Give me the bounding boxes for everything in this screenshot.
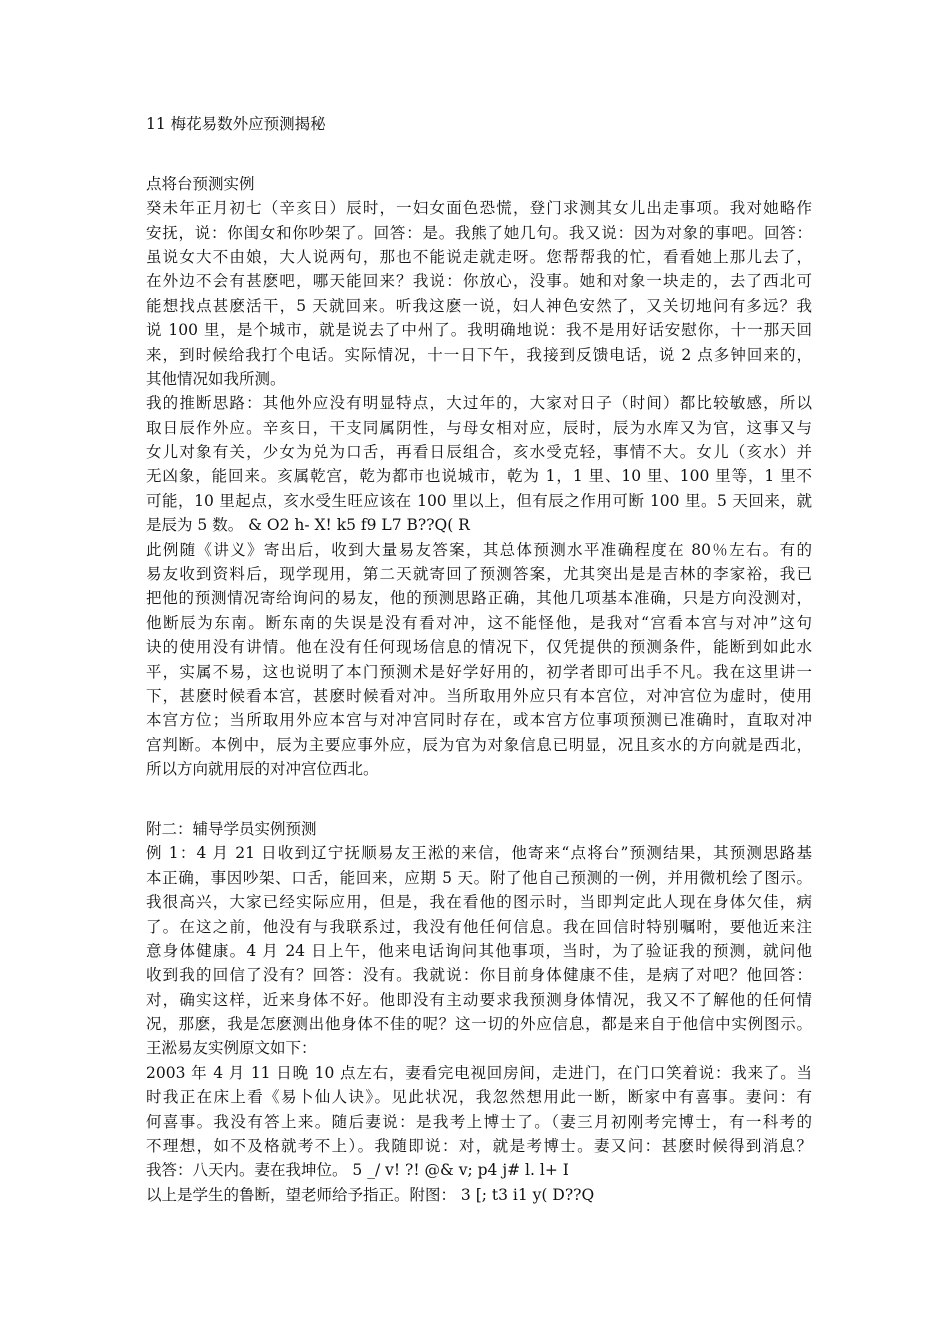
text-line: 王淞易友实例原文如下： <box>146 1039 317 1058</box>
document-title: 11 梅花易数外应预测揭秘 <box>146 115 326 133</box>
text-line: 本正确，事因吵架、口舌，能回来，应期 5 天。附了他自己预测的一例，并用微机绘了图示。 <box>146 868 812 887</box>
section-heading: 附二：辅导学员实例预测 <box>146 819 317 838</box>
text-line: 例 1：4 月 21 日收到辽宁抚顺易友王淞的来信，他寄来“点将台”预测结果，其预测思路基 <box>146 844 812 863</box>
text-line: 2003 年 4 月 11 日晚 10 点左右，妻看完电视回房间，走进门，在门口笑着说：我来了。当 <box>146 1063 812 1082</box>
text-line: 所以方向就用辰的对冲宫位西北。 <box>146 760 379 779</box>
text-line: 诀的使用没有讲情。他在没有任何现场信息的情况下，仅凭提供的预测条件，能断到如此水 <box>146 638 812 657</box>
text-line: 其他情况如我所测。 <box>146 369 286 388</box>
text-line: 况，那麽，我是怎麽测出他身体不佳的呢？这一切的外应信息，都是来自于他信中实例图示。 <box>146 1015 812 1034</box>
text-line: 安抚，说：你闺女和你吵架了。回答：是。我熊了她几句。我又说：因为对象的事吧。回答： <box>146 223 812 242</box>
text-line: 来，到时候给我打个电话。实际情况，十一日下午，我接到反馈电话，说 2 点多钟回来的， <box>146 345 812 364</box>
text-line: 他断辰为东南。断东南的失误是没有看对冲，这不能怪他，是我对“宫看本宫与对冲”这句 <box>146 613 812 632</box>
text-line: 本宫方位；当所取用外应本宫与对冲宫同时存在，或本宫方位事项预测已准确时，直取对冲 <box>146 711 812 730</box>
text-line: 对，确实这样，近来身体不好。他即没有主动要求我预测身体情况，我又不了解他的任何情 <box>146 990 812 1009</box>
text-line: 取日辰作外应。辛亥日，干支同属阴性，与母女相对应，辰时，辰为水库又为官，这事又与 <box>146 418 812 437</box>
text-line: 收到我的回信了没有？回答：没有。我就说：你目前身体健康不佳，是病了对吧？他回答： <box>146 966 812 985</box>
paragraph <box>146 841 812 1061</box>
text-line: 易友收到资料后，现学现用，第二天就寄回了预测答案，尤其突出是是吉林的李家裕，我已 <box>146 565 812 584</box>
text-line: 癸未年正月初七（辛亥日）辰时，一妇女面色恐慌，登门求测其女儿出走事项。我对她略作 <box>146 199 812 218</box>
text-line: 意身体健康。4 月 24 日上午，他来电话询问其他事项，当时，为了验证我的预测，就问他 <box>146 941 812 960</box>
text-line: 是辰为 5 数。 & O2 h- X! k5 f9 L7 B??Q( R <box>146 516 470 535</box>
paragraph <box>146 1061 812 1183</box>
section-heading: 点将台预测实例 <box>146 174 255 193</box>
text-line: 何喜事。我没有答上来。随后妻说：是我考上博士了。（妻三月初刚考完博士，有一科考的 <box>146 1112 812 1131</box>
text-line: 无凶象，能回来。亥属乾宫，乾为都市也说城市，乾为 1，1 里、10 里、100 里等，1 里不 <box>146 467 812 486</box>
paragraph <box>146 391 812 537</box>
text-line: 此例随《讲义》寄出后，收到大量易友答案，其总体预测水平准确程度在 80％左右。有的 <box>146 540 812 559</box>
text-line: 了。在这之前，他没有与我联系过，我没有他任何信息。我在回信时特别嘱咐，要他近来注 <box>146 917 812 936</box>
text-line: 把他的预测情况寄给询问的易友，他的预测思路正确，其他几项基本准确，只是方向没测对， <box>146 589 812 608</box>
text-line: 虽说女大不由娘，大人说两句，那也不能说走就走呀。您帮帮我的忙，看看她上那儿去了， <box>146 247 812 266</box>
text-line: 女儿对象有关，少女为兑为口舌，再看日辰组合，亥水受克轻，事情不大。女儿（亥水）并 <box>146 443 812 462</box>
text-line: 可能，10 里起点，亥水受生旺应该在 100 里以上，但有辰之作用可断 100 里。5 天回来，就 <box>146 491 812 510</box>
closing-line: 以上是学生的鲁断，望老师给予指正。附图： 3 [; t3 i1 y( D??Q <box>146 1185 595 1204</box>
text-line: 不理想，如不及格就考不上）。我随即说：对，就是考博士。妻又问：甚麽时候得到消息？ <box>146 1137 812 1156</box>
text-line: 我的推断思路：其他外应没有明显特点，大过年的，大家对日子（时间）都比较敏感，所以 <box>146 394 812 413</box>
document-page <box>146 112 812 1207</box>
text-line: 下，甚麽时候看本宫，甚麽时候看对冲。当所取用外应只有本宫位，对冲宫位为虚时，使用 <box>146 686 812 705</box>
text-line: 时我正在床上看《易卜仙人诀》。见此状况，我忽然想用此一断，断家中有喜事。妻问：有 <box>146 1088 812 1107</box>
text-line: 我很高兴，大家已经实际应用，但是，我在看他的图示时，当即判定此人现在身体欠佳，病 <box>146 893 812 912</box>
text-line: 能想找点甚麽活干，5 天就回来。听我这麽一说，妇人神色安然了，又关切地问有多远？我 <box>146 296 812 315</box>
text-line: 宫判断。本例中，辰为主要应事外应，辰为官为对象信息已明显，况且亥水的方向就是西北， <box>146 735 812 754</box>
paragraph <box>146 196 812 391</box>
text-line: 平，实属不易，这也说明了本门预测术是好学好用的，初学者即可出手不凡。我在这里讲一 <box>146 662 812 681</box>
paragraph <box>146 538 812 782</box>
text-line: 在外边不会有甚麽吧，哪天能回来？我说：你放心，没事。她和对象一块走的，去了西北可 <box>146 272 812 291</box>
text-line: 说 100 里，是个城市，就是说去了中州了。我明确地说：我不是用好话安慰你，十一那天回 <box>146 321 812 340</box>
text-line: 我答：八天内。妻在我坤位。 5 _/ v! ?! @& v; p4 j# l. l+ I <box>146 1161 569 1180</box>
